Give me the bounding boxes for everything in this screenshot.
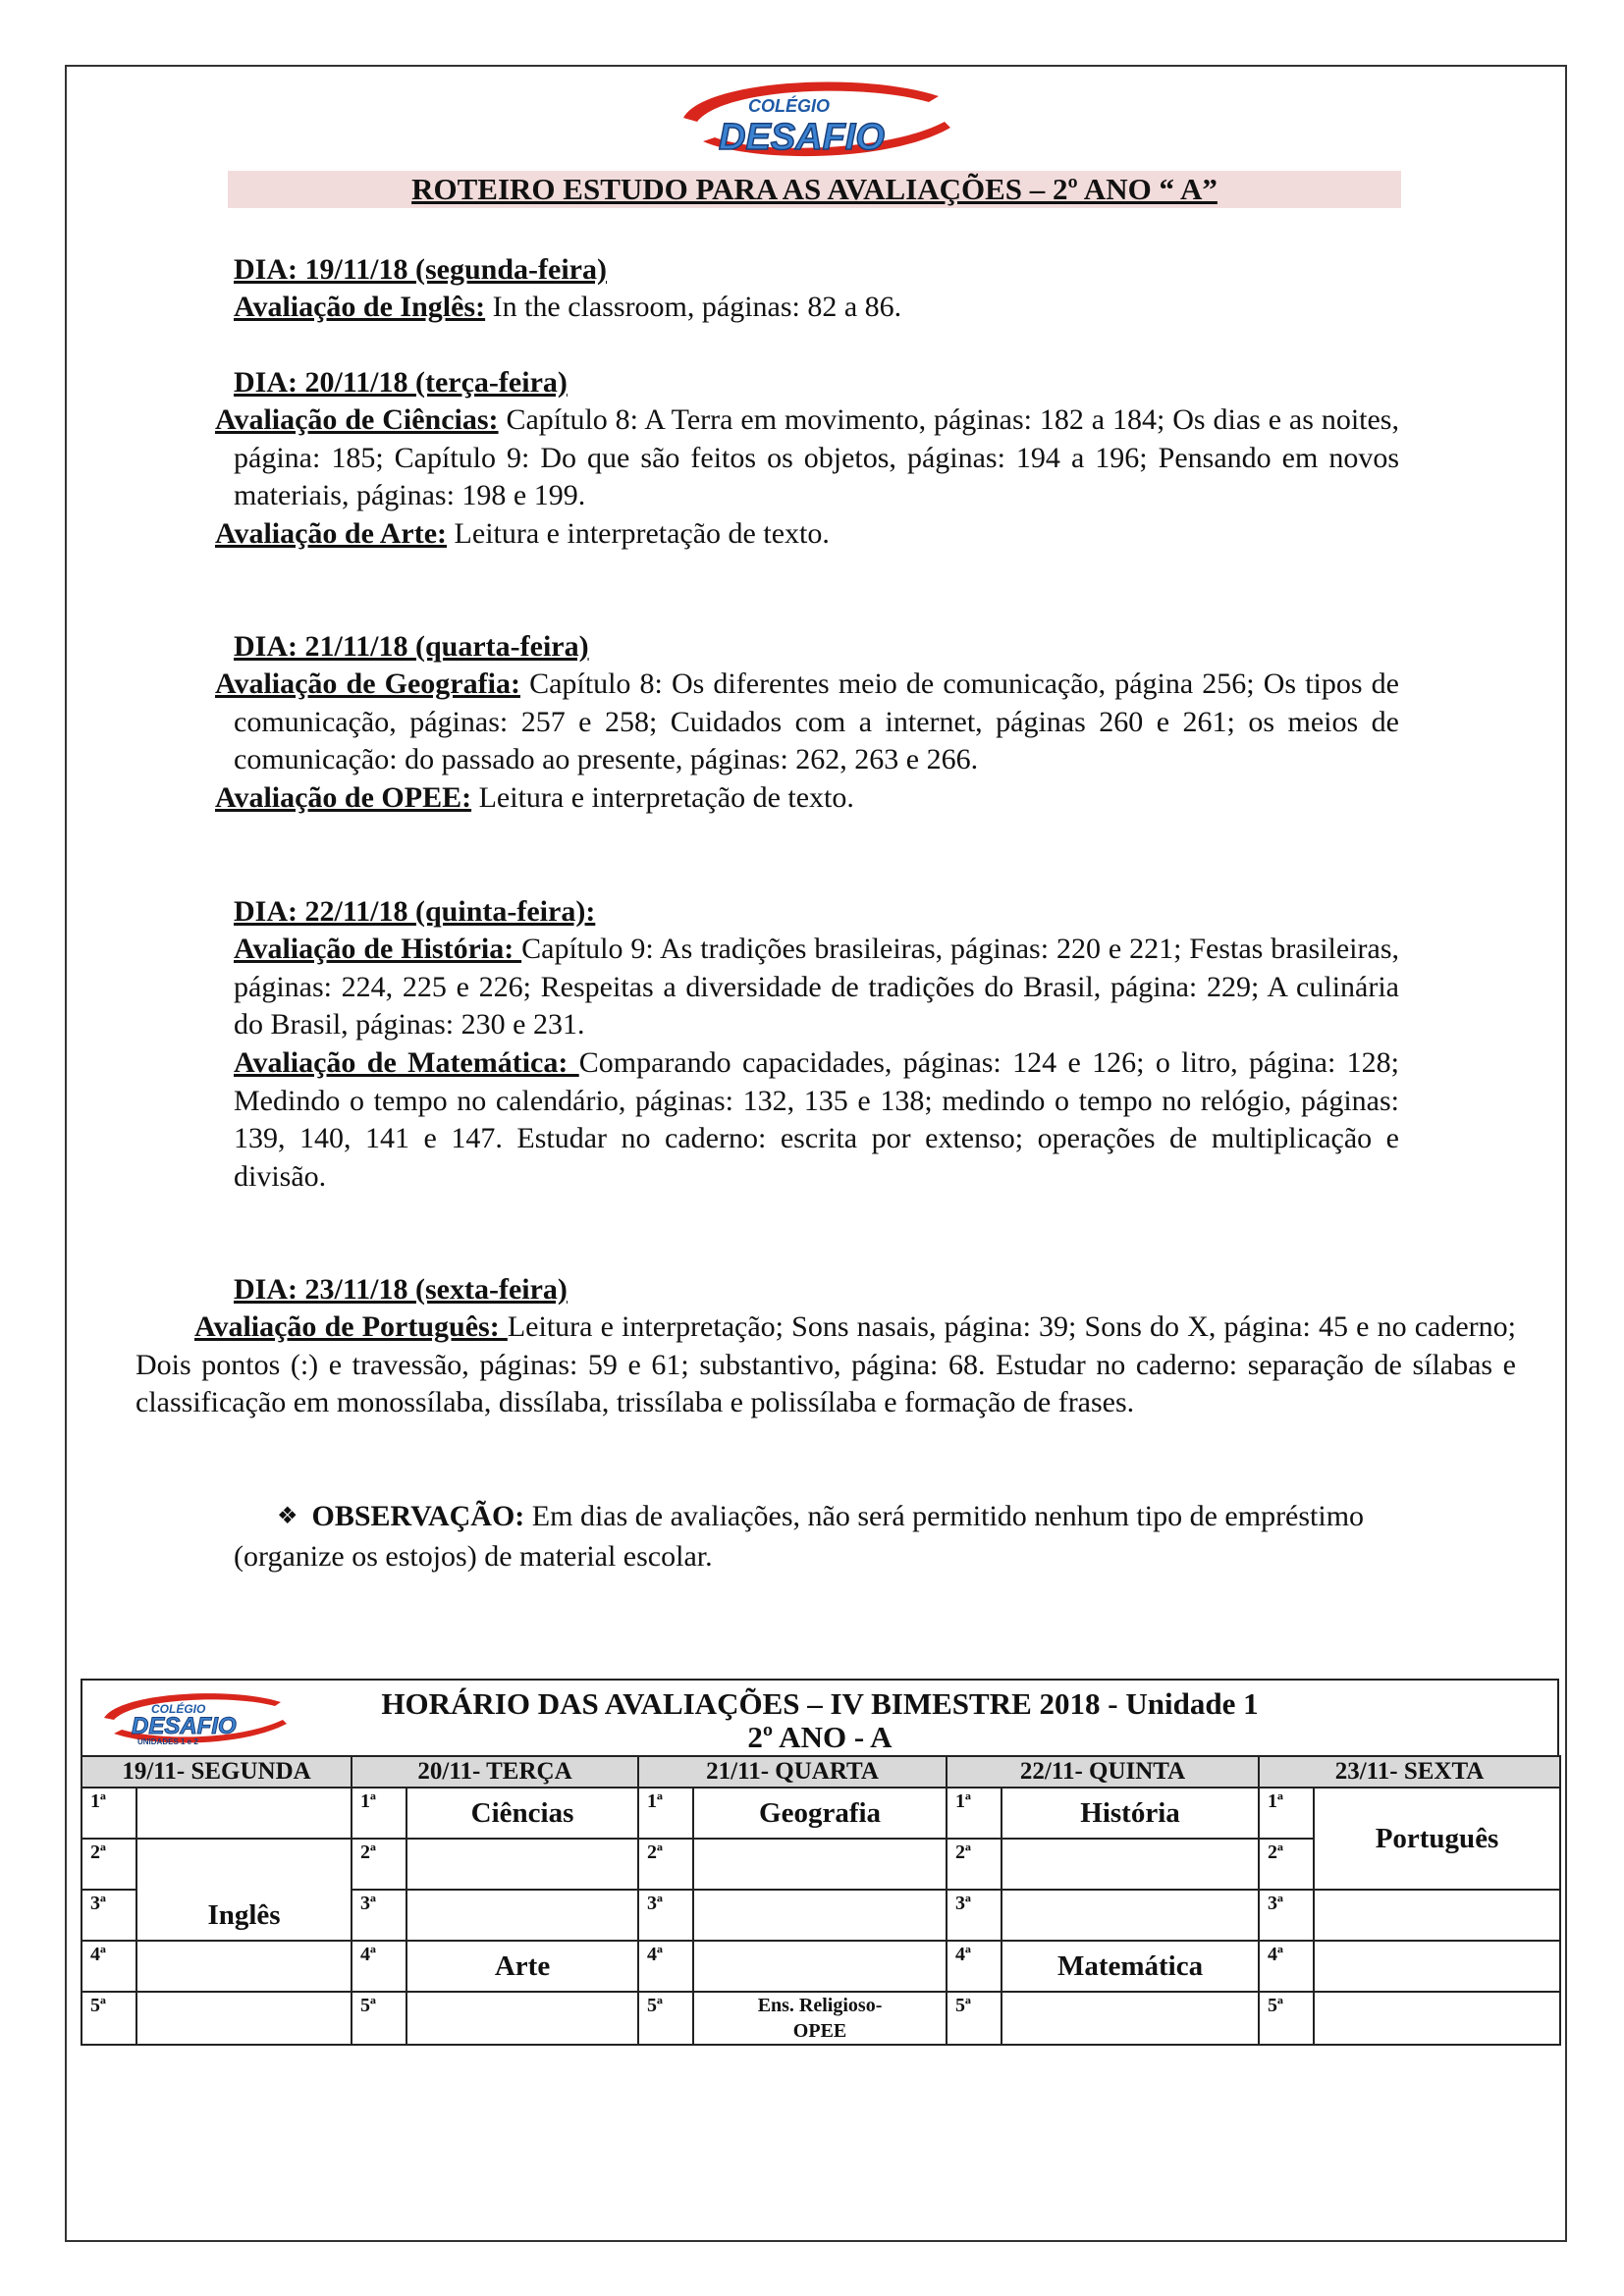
page-title-text: ROTEIRO ESTUDO PARA AS AVALIAÇÕES – 2º ANO “ A” [411, 172, 1218, 206]
exam-label: Avaliação de História: [234, 933, 522, 965]
cell-empty [136, 1788, 352, 1839]
cell-subject-matematica: Matemática [1001, 1941, 1259, 1992]
exam-label: Avaliação de Português: [194, 1310, 508, 1343]
day-heading-4: DIA: 22/11/18 (quinta-feira): [234, 895, 596, 928]
period-number: 3ª [81, 1890, 136, 1941]
svg-text:UNIDADES 1 e 2: UNIDADES 1 e 2 [137, 1737, 198, 1745]
period-number: 3ª [1259, 1890, 1314, 1941]
column-header-thursday: 22/11- QUINTA [947, 1756, 1259, 1788]
cell-empty [1314, 1992, 1560, 2045]
period-number: 3ª [352, 1890, 406, 1941]
logo-text-desafio: DESAFIO [719, 117, 885, 158]
cell-empty [406, 1839, 638, 1890]
exam-label: Avaliação de Matemática: [234, 1046, 579, 1079]
cell-empty [693, 1941, 947, 1992]
period-number: 4ª [81, 1941, 136, 1992]
exam-label: Avaliação de Geografia: [215, 667, 520, 700]
period-number: 1ª [1259, 1788, 1314, 1839]
period-number: 1ª [947, 1788, 1001, 1839]
exam-label: Avaliação de Inglês: [234, 291, 486, 323]
period-number: 2ª [947, 1839, 1001, 1890]
column-header-wednesday: 21/11- QUARTA [638, 1756, 947, 1788]
cell-empty [136, 1941, 352, 1992]
column-header-friday: 23/11- SEXTA [1259, 1756, 1560, 1788]
diamond-bullet-icon: ❖ [277, 1504, 298, 1529]
cell-subject-geografia: Geografia [693, 1788, 947, 1839]
period-number: 5ª [947, 1992, 1001, 2045]
page-title [228, 171, 1401, 208]
cell-empty [1001, 1992, 1259, 2045]
exam-historia [234, 931, 1399, 1044]
period-number: 3ª [638, 1890, 693, 1941]
period-number: 4ª [352, 1941, 406, 1992]
exam-ingles [234, 289, 1019, 327]
day-heading-2: DIA: 20/11/18 (terça-feira) [234, 366, 568, 399]
day-heading-1: DIA: 19/11/18 (segunda-feira) [234, 253, 607, 286]
period-number: 5ª [638, 1992, 693, 2045]
cell-subject-historia: História [1001, 1788, 1259, 1839]
cell-subject-ingles: Inglês [136, 1839, 352, 1941]
cell-subject-ens-religioso-opee: Ens. Religioso- OPEE [693, 1992, 947, 2045]
exam-text: Capítulo 8: Os diferentes meio de comunicação, página 256; Os tipos de comunicação, páginas: 257 e 258; Cuidados com a internet, páginas 260 e 261; os meios de comunicação: do passado ao presente, páginas: 262, 263 e 266. [234, 667, 1399, 775]
column-header-monday: 19/11- SEGUNDA [81, 1756, 352, 1788]
period-number: 1ª [352, 1788, 406, 1839]
day-heading-3: DIA: 21/11/18 (quarta-feira) [234, 630, 589, 663]
schedule-header [81, 1679, 1559, 1755]
schedule-grid [81, 1755, 1561, 2046]
period-number: 4ª [1259, 1941, 1314, 1992]
table-row [81, 1788, 1560, 1839]
cell-subject-arte: Arte [406, 1941, 638, 1992]
cell-empty [693, 1890, 947, 1941]
observation-text: Em dias de avaliações, não será permitido nenhum tipo de empréstimo (organize os estojos) de material escolar. [234, 1500, 1365, 1573]
cell-empty [136, 1992, 352, 2045]
logo-text-colegio: COLÉGIO [748, 96, 831, 116]
period-number: 1ª [638, 1788, 693, 1839]
exam-label: Avaliação de OPEE: [215, 781, 472, 814]
schedule-title: HORÁRIO DAS AVALIAÇÕES – IV BIMESTRE 2018 - Unidade 1 [381, 1686, 1259, 1721]
exam-text: Comparando capacidades, páginas: 124 e 126; o litro, página: 128; Medindo o tempo no calendário, páginas: 132, 135 e 138; medindo o tempo no relógio, páginas: 139, 140, 141 e 147. Estudar no caderno: escrita por extenso; operações de multiplicação e divisão. [234, 1046, 1399, 1193]
exam-text: Leitura e interpretação de texto. [447, 517, 830, 550]
exam-text: Capítulo 8: A Terra em movimento, páginas: 182 a 184; Os dias e as noites, página: 185; Capítulo 9: Do que são feitos os objetos, páginas: 194 a 196; Pensando em novos materiais, páginas: 198 e 199. [234, 403, 1399, 511]
schedule-subtitle: 2º ANO - A [747, 1720, 893, 1754]
cell-empty [406, 1890, 638, 1941]
period-number: 5ª [1259, 1992, 1314, 2045]
period-number: 3ª [947, 1890, 1001, 1941]
table-row [81, 1941, 1560, 1992]
cell-subject-ciencias: Ciências [406, 1788, 638, 1839]
period-number: 4ª [638, 1941, 693, 1992]
day-heading-5: DIA: 23/11/18 (sexta-feira) [234, 1273, 568, 1306]
exam-text: In the classroom, páginas: 82 a 86. [485, 291, 902, 323]
period-number: 5ª [81, 1992, 136, 2045]
exam-text: Leitura e interpretação; Sons nasais, página: 39; Sons do X, página: 45 e no caderno; Dois pontos (:) e travessão, páginas: 59 e 61; substantivo, página: 68. Estudar no caderno: separação de sílabas e classificação em monossílaba, dissílaba, trissílaba e polissílaba e formação de frases. [135, 1310, 1516, 1418]
period-number: 2ª [352, 1839, 406, 1890]
exam-geografia [215, 666, 1399, 779]
exam-label: Avaliação de Ciências: [215, 403, 499, 436]
period-number: 2ª [1259, 1839, 1314, 1890]
exam-opee [215, 779, 854, 818]
cell-empty [693, 1839, 947, 1890]
schedule-header-row [81, 1756, 1560, 1788]
svg-text:DESAFIO: DESAFIO [132, 1713, 237, 1739]
period-number: 4ª [947, 1941, 1001, 1992]
table-row [81, 1992, 1560, 2045]
exam-portugues [135, 1308, 1516, 1422]
observation-label: OBSERVAÇÃO: [311, 1500, 525, 1532]
cell-empty [1001, 1890, 1259, 1941]
column-header-tuesday: 20/11- TERÇA [352, 1756, 638, 1788]
cell-empty [1001, 1839, 1259, 1890]
observation-note [234, 1498, 1392, 1575]
exam-text: Capítulo 9: As tradições brasileiras, páginas: 220 e 221; Festas brasileiras, páginas: 224, 225 e 226; Respeitas a diversidade de tradições do Brasil, página: 229; A culinária do Brasil, páginas: 230 e 231. [234, 933, 1399, 1041]
exam-matematica [234, 1044, 1399, 1196]
cell-empty [406, 1992, 638, 2045]
period-number: 1ª [81, 1788, 136, 1839]
school-logo [664, 73, 958, 163]
period-number: 2ª [81, 1839, 136, 1890]
exam-arte [215, 515, 830, 554]
exam-label: Avaliação de Arte: [215, 517, 448, 550]
exam-ciencias [215, 401, 1399, 515]
cell-subject-portugues: Português [1314, 1788, 1560, 1890]
period-number: 2ª [638, 1839, 693, 1890]
period-number: 5ª [352, 1992, 406, 2045]
svg-text:COLÉGIO: COLÉGIO [151, 1702, 206, 1716]
cell-empty [1314, 1890, 1560, 1941]
exam-schedule [81, 1679, 1559, 2043]
cell-empty [1314, 1941, 1560, 1992]
exam-text: Leitura e interpretação de texto. [471, 781, 854, 814]
